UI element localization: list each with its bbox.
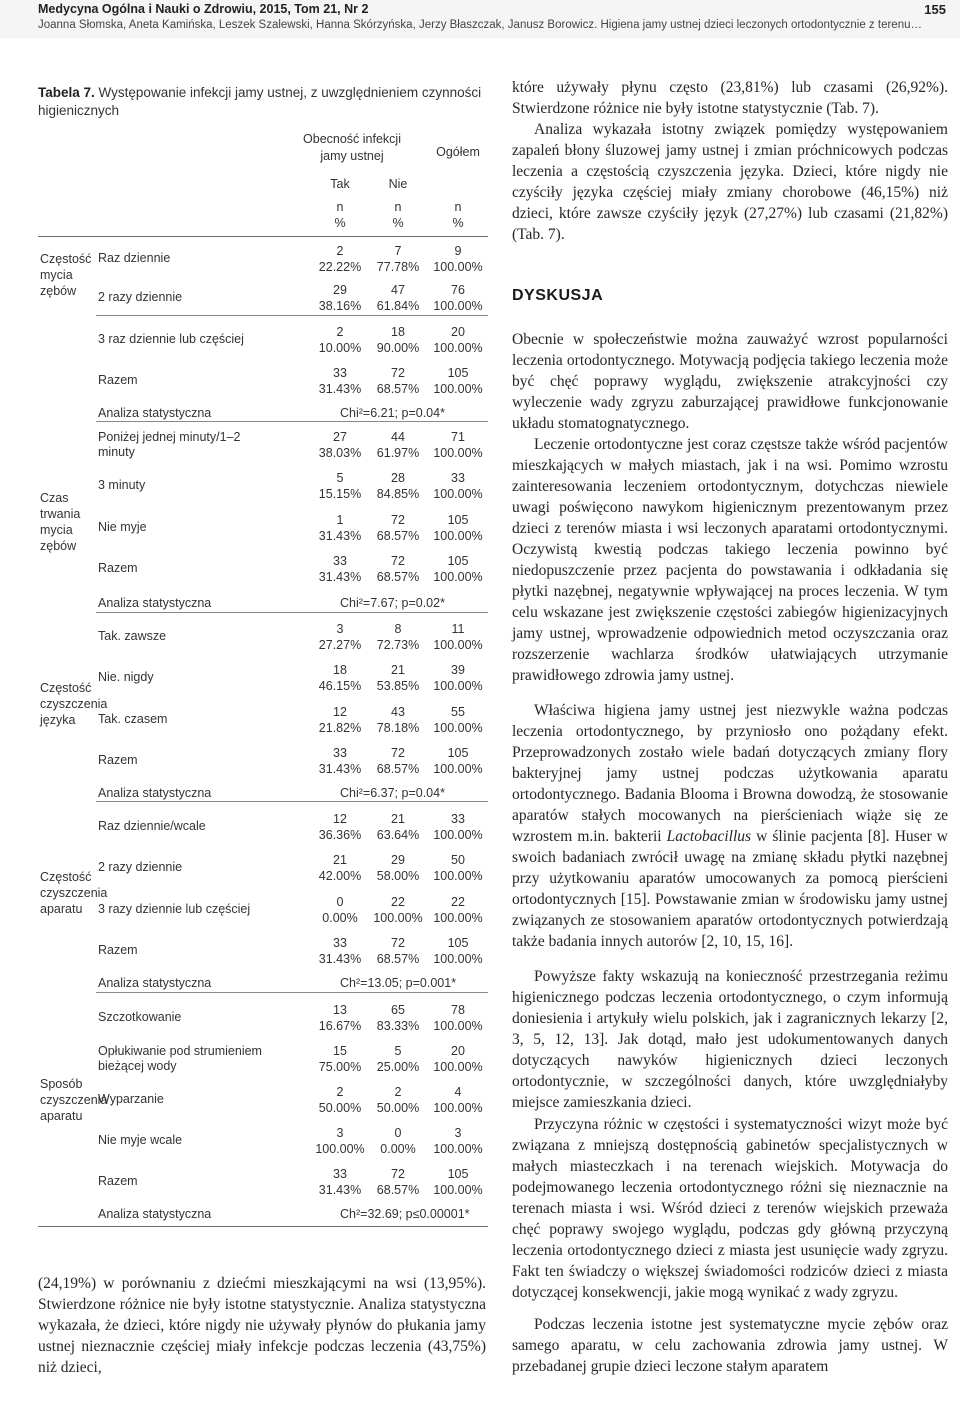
table-row-label: 2 razy dziennie [98,860,183,874]
cell-total-pct: 100.00% [433,679,483,693]
column-header-no: Nie [388,177,408,191]
cell-yes-pct: 38.03% [318,446,362,460]
cell-no-pct: 68.57% [376,529,420,543]
table-row-label: Nie. nigdy [98,670,154,684]
cell-no-pct: 0.00% [380,1142,416,1156]
cell-total-pct: 100.00% [433,487,483,501]
cell-yes-n: 1 [336,513,344,527]
cell-total-pct: 100.00% [433,382,483,396]
cell-yes-pct: 16.67% [318,1019,362,1033]
cell-total-n: 4 [454,1085,462,1099]
cell-no-n: 72 [391,936,405,950]
column-header-total: Ogółem [436,145,480,159]
cell-yes-pct: 46.15% [318,679,362,693]
cell-no-n: 72 [391,366,405,380]
cell-no-n: 21 [391,812,405,826]
cell-no-n: 8 [394,622,402,636]
cell-total-n: 105 [447,554,469,568]
cell-no-n: 22 [391,895,405,909]
cell-yes-n: 21 [333,853,347,867]
table-row-label: Raz dziennie [98,251,171,265]
table-row-rule [96,315,488,316]
journal-title: Medycyna Ogólna i Nauki o Zdrowiu, 2015, Tom 21, Nr 2 [38,2,369,16]
column-header-yes: Tak [330,177,350,191]
table-row-rule [96,992,488,993]
cell-total-pct: 100.00% [433,570,483,584]
cell-yes-n: 18 [333,663,347,677]
analysis-result: Chi²=6.21; p=0.04* [340,406,445,420]
cell-total-n: 105 [447,513,469,527]
cell-no-pct: 61.84% [376,299,420,313]
cell-no-pct: 68.57% [376,952,420,966]
cell-no-pct: 25.00% [376,1060,420,1074]
analysis-result: Ch²=13.05; p=0.001* [340,976,457,990]
cell-yes-n: 3 [336,622,344,636]
table-row-label: 3 raz dziennie lub częściej [98,332,244,346]
cell-yes-pct: 31.43% [318,382,362,396]
cell-no-pct: 50.00% [376,1101,420,1115]
cell-yes-n: 15 [333,1044,347,1058]
cell-total-pct: 100.00% [433,869,483,883]
cell-yes-n: 2 [336,325,344,339]
cell-no-n: 7 [394,244,402,258]
cell-total-n: 20 [451,1044,465,1058]
table-group-label: Częstość czyszczenia języka [40,681,108,727]
cell-no-pct: 84.85% [376,487,420,501]
cell-yes-n: 33 [333,936,347,950]
cell-yes-n: 2 [336,244,344,258]
cell-yes-n: 3 [336,1126,344,1140]
paragraph-tongue-cleaning: Analiza wykazała istotny związek pomiędzy występowaniem zapaleń błony śluzowej jamy ustnej i zmian próchnicowych podczas leczenia a częstością czyszczenia języka. Dzieci, które nigdy nie czyściły języka częściej miały zmiany chorobowe (46,15%) niż dzieci, które zawsze czyściły język (27,27%) lub czasami (21,82%) (Tab. 7). [512,121,948,243]
table-label: Tabela 7. [38,85,95,100]
cell-total-n: 105 [447,366,469,380]
cell-no-pct: 63.64% [376,828,420,842]
table-row-label: Razem [98,373,138,387]
cell-yes-n: 12 [333,705,347,719]
analysis-result: Chi²=7.67; p=0.02* [340,596,445,610]
paragraph-discussion-4: Powyższe fakty wskazują na konieczność przestrzegania reżimu higienicznego podczas leczenia ortodontycznego, o czym informują doniesienia i artykuły wielu polskich, jak i zagranicznych lekarzy [2, 3, 5, 12, 13]. Jak dotąd, mało jest udokumentowanych danych dotyczących nawyków higienicznych dzieci leczonych ortodontycznie, w szczególności danych, które uwzględniałyby miejsce zamieszkania dzieci. [512,968,948,1111]
cell-yes-pct: 31.43% [318,529,362,543]
cell-total-pct: 100.00% [433,446,483,460]
cell-no-pct: 68.57% [376,1183,420,1197]
table-group-label: Częstość czyszczenia aparatu [40,870,108,916]
cell-total-n: 78 [451,1003,465,1017]
table-row-label: Wyparzanie [98,1092,164,1106]
cell-total-pct: 100.00% [433,762,483,776]
table-row-label: Tak. zawsze [98,629,167,643]
table-row-label: Razem [98,753,138,767]
paragraph-discussion-1: Obecnie w społeczeństwie można zauważyć wzrost popularności leczenia ortodontycznego. Motywacją podjęcia takiego leczenia może być chęć poprawy wyglądu, zwiększenie atrakcyjności czy wyleczenie wady zgryzu zaburzającej prawidłowe funkcjonowanie układu stomatognatycznego. [512,331,948,432]
analysis-result: Ch²=32.69; p≤0.00001* [340,1207,470,1221]
cell-yes-pct: 38.16% [318,299,362,313]
column-header-n-no: n [394,200,402,214]
cell-yes-pct: 42.00% [318,869,362,883]
cell-total-n: 9 [454,244,462,258]
analysis-label: Analiza statystyczna [98,786,212,800]
cell-no-n: 72 [391,554,405,568]
analysis-label: Analiza statystyczna [98,1207,212,1221]
paragraph-discussion-5: Przyczyna różnic w częstości i systematyczności wizyt może być związana z mniejszą dostępnością gabinetów specjalistycznych w małych miasteczkach i na terenach wiejskich. Motywacja do podejmowanego leczenia ortodontycznego różni się nieznacznie na terenach miasta i wsi. Wśród dzieci z terenów wiejskich przeważa chęć poprawy swojego wyglądu, podczas gdy główną przyczyną leczenia ortodontycznego dzieci z miasta jest usunięcie wady zgryzu. Fakt ten świadczy o większej świadomości rodziców dzieci z miasta dotyczącej konsekwencji, jakie mogą wynikać z wady zgryzu. [512,1116,948,1301]
cell-total-n: 11 [451,622,465,636]
cell-yes-n: 5 [336,471,344,485]
running-head-authors: Joanna Słomska, Aneta Kamińska, Leszek Szalewski, Hanna Skórzyńska, Jerzy Błaszczak, Janusz Borowicz. Higiena jamy ustnej dzieci leczonych ortodontycznie z terenu… [38,19,922,31]
cell-total-pct: 100.00% [433,952,483,966]
table-row-label: Opłukiwanie pod strumieniem bieżącej wody [98,1044,262,1073]
cell-no-pct: 58.00% [376,869,420,883]
cell-no-n: 72 [391,1167,405,1181]
cell-total-pct: 100.00% [433,828,483,842]
cell-total-n: 33 [451,812,465,826]
cell-yes-n: 12 [333,812,347,826]
cell-yes-pct: 75.00% [318,1060,362,1074]
cell-no-n: 18 [391,325,405,339]
cell-no-n: 5 [394,1044,402,1058]
paragraph-discussion-6: Podczas leczenia istotne jest systematyczne mycie zębów oraz samego aparatu, w celu zachowania zdrowia jamy ustnej. W przebadanej grupie dzieci leczone stałym aparatem [512,1316,948,1375]
cell-total-pct: 100.00% [433,341,483,355]
cell-no-pct: 61.97% [376,446,420,460]
cell-yes-n: 29 [333,283,347,297]
cell-total-pct: 100.00% [433,911,483,925]
table-row-rule [96,801,488,802]
cell-yes-pct: 50.00% [318,1101,362,1115]
table-row-label: Tak. czasem [98,712,168,726]
cell-yes-n: 13 [333,1003,347,1017]
table-bottom-rule [38,1226,488,1227]
cell-yes-pct: 22.22% [318,260,362,274]
cell-total-n: 71 [451,430,465,444]
cell-total-pct: 100.00% [433,529,483,543]
cell-total-n: 55 [451,705,465,719]
cell-total-n: 76 [451,283,465,297]
cell-no-n: 47 [391,283,405,297]
cell-no-n: 21 [391,663,405,677]
paragraph-discussion-2: Leczenie ortodontyczne jest coraz częstsze także wśród pacjentów mieszkających w małych miastach, jak i na wsi. Pomimo wzrostu zainteresowania leczeniem ortodontycznym, dotychczas niewiele uwagi poświęcono nawykom higienicznym prezentowanym przez dzieci z terenów miasta i wsi leczonych aparatami ortodontycznymi. Oczywistą kwestią podczas takiego leczenia powinno być niedopuszczenie przez pacjenta do powstawania i odkładania się płytki nazębnej, negatywnie wpływającej na proces leczenia. W tym celu wskazane jest zwiększenie częstości zabiegów higienizacyjnych jamy ustnej, wprowadzenie odpowiednich metod oczyszczania oraz rozszerzenie wachlarza środków ułatwiających utrzymanie prawidłowego zdrowia jamy ustnej. [512,436,948,684]
cell-total-n: 39 [451,663,465,677]
table-row-label: Nie myje wcale [98,1133,183,1147]
cell-no-n: 2 [394,1085,402,1099]
cell-total-n: 20 [451,325,465,339]
table-row-rule [96,421,488,422]
cell-total-n: 33 [451,471,465,485]
cell-no-n: 72 [391,746,405,760]
cell-total-pct: 100.00% [433,721,483,735]
cell-yes-pct: 21.82% [318,721,362,735]
cell-no-n: 44 [391,430,405,444]
cell-no-pct: 68.57% [376,382,420,396]
cell-yes-n: 33 [333,554,347,568]
cell-no-n: 65 [391,1003,405,1017]
cell-total-n: 105 [447,746,469,760]
cell-yes-pct: 10.00% [318,341,362,355]
cell-yes-pct: 31.43% [318,570,362,584]
cell-no-n: 29 [391,853,405,867]
cell-total-pct: 100.00% [433,1183,483,1197]
column-header-pct-no: % [392,216,404,230]
table-title: Występowanie infekcji jamy ustnej, z uwzględnieniem czynności higienicznych [38,85,482,118]
cell-yes-n: 27 [333,430,347,444]
paragraph-discussion-3-part-a: Właściwa higiena jamy ustnej jest niezwykle ważna podczas leczenia ortodontycznego, by przyniosło ono pożądany efekt. Przeprowadzonych zostało wiele badań dotyczących zmiany flory bakteryjnej jamy ustnej podczas użytkowania aparatu ortodontycznego. Badania Blooma i Browna dowodzą, że stosowanie aparatów stałych mocowanych na pierścieniach wiąże się ze wzrostem m.in. bakterii [512,702,948,845]
table-caption [38,84,488,120]
column-header-n-total: n [454,200,462,214]
cell-no-n: 43 [391,705,405,719]
table-row-label: 3 minuty [98,478,146,492]
cell-no-n: 0 [394,1126,402,1140]
section-heading-discussion: DYSKUSJA [512,287,604,304]
cell-yes-n: 33 [333,1167,347,1181]
cell-yes-n: 0 [336,895,344,909]
cell-yes-n: 2 [336,1085,344,1099]
cell-total-n: 22 [451,895,465,909]
cell-total-pct: 100.00% [433,1142,483,1156]
cell-total-n: 50 [451,853,465,867]
cell-no-pct: 90.00% [376,341,420,355]
table-row-label: Razem [98,561,138,575]
table-row-rule [96,612,488,613]
table-row-label: Nie myje [98,520,147,534]
analysis-label: Analiza statystyczna [98,976,212,990]
cell-no-pct: 72.73% [376,638,420,652]
cell-total-n: 105 [447,1167,469,1181]
cell-yes-pct: 31.43% [318,1183,362,1197]
cell-yes-pct: 27.27% [318,638,362,652]
cell-no-pct: 53.85% [376,679,420,693]
cell-total-n: 105 [447,936,469,950]
analysis-label: Analiza statystyczna [98,406,212,420]
page-number: 155 [924,2,946,17]
bacteria-name: Lactobacillus [666,828,752,845]
table-group-label: Sposób czyszczenia aparatu [40,1077,108,1123]
cell-no-pct: 100.00% [373,911,423,925]
cell-total-pct: 100.00% [433,1019,483,1033]
column-header-pct-yes: % [334,216,346,230]
table-row-label: Poniżej jednej minuty/1‒2 minuty [98,430,241,459]
cell-yes-pct: 15.15% [318,487,362,501]
cell-total-pct: 100.00% [433,260,483,274]
cell-yes-pct: 100.00% [315,1142,365,1156]
cell-yes-pct: 0.00% [322,911,358,925]
left-column-paragraph: (24,19%) w porównaniu z dziećmi mieszkającymi na wsi (13,95%). Stwierdzone różnice nie były istotne statystycznie. Analiza statystyczna wykazała, że dzieci, które nigdy nie używały płynów do płukania jamy ustnej nieznacznie częściej miały infekcje podczas leczenia (43,75%) niż dzieci, [38,1275,486,1376]
cell-total-pct: 100.00% [433,638,483,652]
table-group-label: Czas trwania mycia zębów [40,491,81,553]
cell-no-pct: 78.18% [376,721,420,735]
paragraph-continuation: które używały płynu często (23,81%) lub czasami (26,92%). Stwierdzone różnice nie były istotne statystycznie (Tab. 7). [512,79,948,117]
cell-total-n: 3 [454,1126,462,1140]
table-group-label: Częstość mycia zębów [40,252,92,298]
column-header-pct-total: % [452,216,464,230]
cell-no-pct: 68.57% [376,570,420,584]
column-header-infection: Obecność infekcji jamy ustnej [303,132,401,163]
cell-yes-pct: 31.43% [318,762,362,776]
table-row-label: 2 razy dziennie [98,290,183,304]
column-header-n-yes: n [336,200,344,214]
table-row-label: Raz dziennie/wcale [98,819,206,833]
cell-no-pct: 77.78% [376,260,420,274]
table-row-label: Szczotkowanie [98,1010,182,1024]
cell-yes-pct: 31.43% [318,952,362,966]
cell-yes-n: 33 [333,366,347,380]
analysis-label: Analiza statystyczna [98,596,212,610]
cell-yes-pct: 36.36% [318,828,362,842]
cell-total-pct: 100.00% [433,299,483,313]
cell-no-n: 28 [391,471,405,485]
cell-no-pct: 83.33% [376,1019,420,1033]
table-row-label: Razem [98,1174,138,1188]
cell-total-pct: 100.00% [433,1101,483,1115]
paragraph-discussion-3-part-b: w ślinie pacjenta [8]. Huser w swoich badaniach zwrócił uwagę na zmianę składu płytki nazębnej przy użytkowaniu aparatów umocowanych za pomocą pierścieni ortodontycznych [15]. Powstawanie zmian w środowisku jamy ustnej związanych ze stosowaniem aparatów ortodontycznych potwierdzają także badania innych autorów [2, 10, 15, 16]. [512,828,948,950]
paragraph-discussion-3 [512,700,948,952]
cell-no-pct: 68.57% [376,762,420,776]
analysis-result: Chi²=6.37; p=0.04* [340,786,445,800]
cell-yes-n: 33 [333,746,347,760]
cell-total-pct: 100.00% [433,1060,483,1074]
table-row-label: 3 razy dziennie lub częściej [98,902,251,916]
cell-no-n: 72 [391,513,405,527]
page-header [0,0,960,38]
table-row-label: Razem [98,943,138,957]
table-header-rule [38,236,488,237]
